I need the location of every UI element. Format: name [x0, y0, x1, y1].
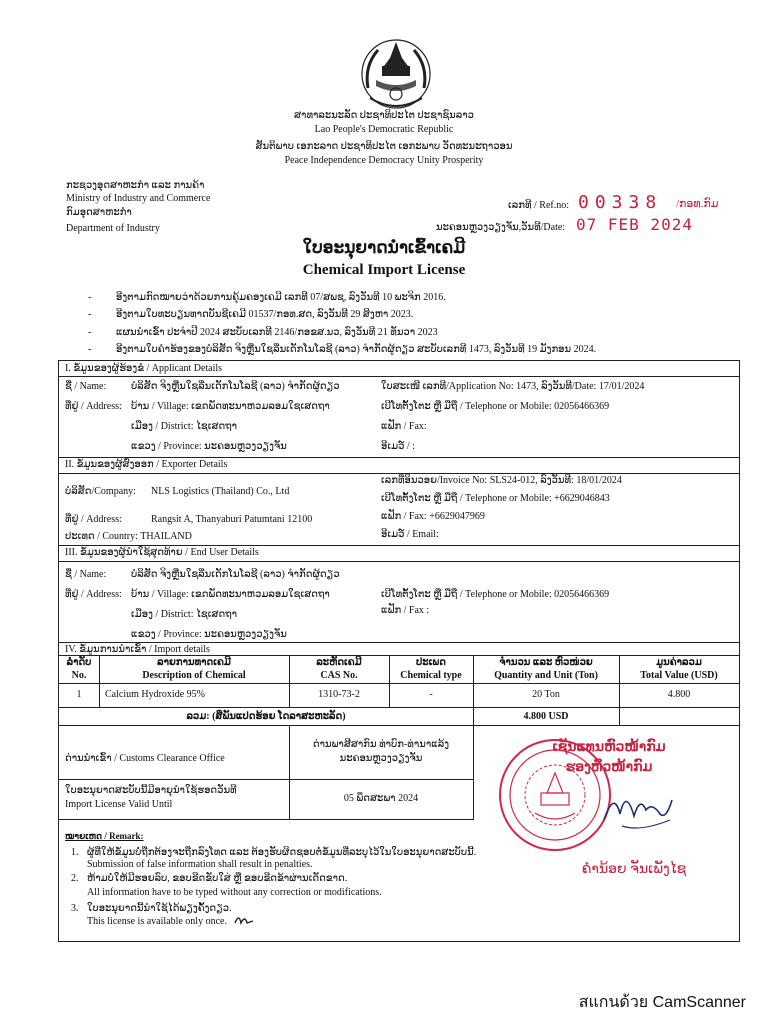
department-lao: ກົມອຸດສາຫະກຳ	[66, 207, 132, 218]
remark-2-en: All information have to be typed without any correction or modifications.	[87, 887, 382, 898]
date-value: 07 FEB 2024	[576, 215, 693, 234]
initials-mark	[233, 911, 257, 927]
total-label: ລວມ: (ສີ່ພັນແປດຮ້ອຍ ໂດລາສະຫະລັດ)	[186, 711, 346, 722]
end-user-name-value: ບໍລິສັດ ຈິງຫຼີ່ນໃຊລີ່ນເດັກໂນໂລຊີ (ລາວ) ຈຳກັດຜູ້ດຽວ	[131, 569, 340, 580]
col-cas-lao: ລະຫັດເຄມີ	[316, 657, 362, 668]
col-qty-lao: ຈຳນວນ ແລະ ຫົວໜ່ວຍ	[499, 657, 593, 668]
total-value: 4.800 USD	[523, 711, 569, 722]
remark-2-no: 2.	[71, 873, 79, 884]
exporter-country: ປະເທດ / Country: THAILAND	[65, 531, 192, 542]
national-emblem	[356, 36, 436, 114]
remark-1-en: Submission of false information shall result in penalties.	[87, 859, 313, 870]
validity-value: 05 ພຶດສະພາ 2024	[343, 793, 419, 804]
ref-number: 00338	[578, 192, 663, 213]
reference-law-4: ອີງຕາມໃບຄຳຮ້ອງຂອງບໍລິສັດ ຈິງຫຼີ່ນໃຊລີ່ນເດັກໂນໂລຊີ (ລາວ) ຈຳກັດຜູ້ດຽວ ສະບັບເລກທີ 1473, ລົງວັນທີ 19 ມັງກອນ 2024.	[116, 344, 597, 355]
col-desc-en: Description of Chemical	[142, 670, 246, 681]
exporter-company-label: ບໍລິສັດ/Company:	[65, 486, 136, 497]
end-user-district: ເມືອງ / District: ໄຊເສດຖາ	[131, 609, 238, 620]
ref-label: ເລກທີ / Ref.no:	[508, 200, 569, 211]
col-type-en: Chemical type	[400, 670, 462, 681]
remark-3-no: 3.	[71, 903, 79, 914]
applicant-name-value: ບໍລິສັດ ຈິງຫຼີ່ນໃຊລີ່ນເດັກໂນໂລຊີ (ລາວ) ຈຳກັດຜູ້ດຽວ	[131, 381, 340, 392]
col-type-lao: ປະເພດ	[416, 657, 446, 668]
remark-1-no: 1.	[71, 847, 79, 858]
col-value-en: Total Value (USD)	[640, 670, 718, 681]
end-user-province: ແຂວງ / Province: ນະຄອນຫຼວງວຽງຈັນ	[131, 629, 287, 640]
signatory-name: ຄຳນ້ອຍ ຈັນເພັງໄຊ	[581, 862, 687, 877]
col-no-lao: ລຳດັບ	[66, 657, 92, 668]
exporter-fax: ແຟັກ / Fax: +6629047969	[381, 511, 485, 522]
exporter-email: ອີເມວ໌ / Email:	[381, 529, 439, 540]
remark-3-lao: ໃບອະນຸຍາດນີ້ນຳໃຊ້ໄດ້ພຽງຄັ້ງດຽວ.	[87, 903, 232, 914]
ministry-lao: ກະຊວງອຸດສາຫະກຳ ແລະ ການຄ້າ	[66, 180, 205, 191]
ref-suffix: /ກອທ.ກົມ	[676, 198, 719, 210]
end-user-name-label: ຊື່ / Name:	[65, 569, 107, 580]
remark-title: ໝາຍເຫດ / Remark:	[65, 831, 144, 841]
license-form	[58, 360, 740, 942]
applicant-application-no: ໃບສະເໜີ ເລກທີ/Application No: 1473, ລົງວັນທີ/Date: 17/01/2024	[381, 381, 645, 392]
date-label: ນະຄອນຫຼວງວຽງຈັນ,ວັນທີ/Date:	[436, 222, 566, 233]
country-name-en: Lao People's Democratic Republic	[314, 124, 454, 135]
section-import-title: IV. ຂໍ້ມູນການນຳເຂົ້າ / Import details	[65, 644, 210, 655]
exporter-phone: ເບີໂທຕັ້ງໂຕະ ຫຼື ມືຖື / Telephone or Mobile: +6629046843	[381, 493, 610, 504]
col-desc-lao: ລາຍການທາດເຄມີ	[157, 657, 231, 668]
end-user-address-label: ທີ່ຢູ່ / Address:	[65, 589, 122, 600]
reference-law-1: ອີງຕາມກົດໝາຍວ່າດ້ວຍການຄຸ້ມຄອງເຄມີ ເລກທີ 07/ສພຊ, ລົງວັນທີ 10 ພະຈິກ 2016.	[116, 292, 446, 303]
applicant-email: ອີເມວ໌ / :	[381, 441, 415, 452]
title-en: Chemical Import License	[302, 262, 466, 278]
remark-1-lao: ຜູ້ທີ່ໃຫ້ຂໍ້ມູນບໍ່ຖືກຕ້ອງຈະຖືກລົງໂທດ ແລະ ຕ້ອງຮັບຜິດຊອບຕໍ່ຂໍ້ມູນທີ່ລະບຸໄວ້ໃນໃບອະນຸຍາດສະບັບນີ້.	[87, 847, 477, 858]
applicant-phone: ເບີໂທຕັ້ງໂຕະ ຫຼື ມືຖື / Telephone or Mobile: 02056466369	[381, 401, 610, 412]
row-cas: 1310-73-2	[318, 689, 360, 700]
row-type: -	[429, 689, 433, 700]
motto-en: Peace Independence Democracy Unity Prosperity	[284, 155, 484, 166]
exporter-invoice: ເລກທີ່ອິນວອຍ/Invoice No: SLS24-012, ລົງວັນທີ: 18/01/2024	[381, 475, 622, 486]
end-user-village: ບ້ານ / Village: ເຂດພັດທະນາຫວມລອມໃຊເສດຖາ	[131, 589, 330, 600]
motto-lao: ສັນຕິພາບ ເອກະລາດ ປະຊາທິປະໄຕ ເອກະພາບ ວັດທະນະຖາວອນ	[255, 141, 513, 152]
ministry-en: Ministry of Industry and Commerce	[66, 193, 211, 204]
exporter-address-label: ທີ່ຢູ່ / Address:	[65, 514, 122, 525]
reference-law-2: ອີງຕາມໃບທະບຽນທາດບັນຊີເຄມີ 01537/ກອທ.ສດ, ລົງວັນທີ 29 ສິງຫາ 2023.	[116, 309, 414, 320]
section-end-user-title: III. ຂໍ້ມູນຂອງຜູ້ນຳໃຊ້ສຸດທ້າຍ / End User Details	[65, 547, 259, 558]
country-name-lao: ສາທາລະນະລັດ ປະຊາທິປະໄຕ ປະຊາຊົນລາວ	[294, 110, 474, 121]
col-cas-en: CAS No.	[320, 670, 358, 681]
official-stamp	[495, 735, 615, 855]
end-user-phone: ເບີໂທຕັ້ງໂຕະ ຫຼື ມືຖື / Telephone or Mobile: 02056466369	[381, 589, 610, 600]
title-lao: ໃບອະນຸຍາດນຳເຂົ້າເຄມີ	[302, 238, 466, 257]
row-quantity: 20 Ton	[532, 689, 560, 700]
remark-2-lao: ຫ້າມບໍ່ໃຫ້ມີຮອຍລົບ, ຂອບຂີດຂັບໃສ່ ຫຼື ຂອບຂີດຂ້າຜ່ານເດັດຂາດ.	[87, 873, 348, 884]
customs-label: ດ່ານນຳເຂົ້າ / Customs Clearance Office	[65, 753, 225, 764]
applicant-district: ເມືອງ / District: ໄຊເສດຖາ	[131, 421, 238, 432]
applicant-address-label: ທີ່ຢູ່ / Address:	[65, 401, 122, 412]
exporter-address-value: Rangsit A, Thanyaburi Patumtani 12100	[151, 514, 313, 525]
section-exporter-title: II. ຂໍ້ມູນຂອງຜູ້ສົ່ງອອກ / Exporter Details	[65, 459, 228, 470]
reference-law-3: ແຜນນຳເຂົ້າ ປະຈຳປີ 2024 ສະບັບເລກທີ 2146/ກອຂສ.ນວ, ລົງວັນທີ 21 ທັນວາ 2023	[116, 327, 438, 338]
customs-value-1: ດ່ານພາສີສາກົນ ທ່າບົກ-ທ່ານາແລ້ງ	[312, 739, 450, 750]
exporter-company-value: NLS Logistics (Thailand) Co., Ltd	[151, 486, 290, 497]
signature-scribble	[600, 780, 680, 840]
end-user-fax: ແຟັກ / Fax :	[381, 605, 430, 616]
remark-3-en: This license is available only once.	[87, 916, 227, 927]
validity-label-lao: ໃບອະນຸຍາດສະບັບນີ້ມີອາຍຸນຳໃຊ້ຮອດວັນທີ	[65, 785, 237, 796]
applicant-name-label: ຊື່ / Name:	[65, 381, 107, 392]
col-qty-en: Quantity and Unit (Ton)	[494, 670, 598, 681]
customs-value-2: ນະຄອນຫຼວງວຽງຈັນ	[339, 753, 423, 764]
applicant-fax: ແຟັກ / Fax:	[381, 421, 427, 432]
col-no-en: No.	[71, 670, 87, 681]
applicant-village: ບ້ານ / Village: ເຂດພັດທະນາຫວມລອມໃຊເສດຖາ	[131, 401, 330, 412]
department-en: Department of Industry	[66, 223, 160, 234]
row-description: Calcium Hydroxide 95%	[105, 689, 205, 700]
applicant-province: ແຂວງ / Province: ນະຄອນຫຼວງວຽງຈັນ	[131, 441, 287, 452]
row-value: 4.800	[667, 689, 691, 700]
signature-title-2: ຮອງຫົວໜ້າກົມ	[565, 760, 653, 775]
camscanner-watermark: สแกนด้วย CamScanner	[578, 994, 746, 1011]
row-no: 1	[76, 689, 82, 700]
col-value-lao: ມູນຄ່າລວມ	[656, 657, 702, 668]
signature-title-1: ເຊັນແທນຫົວໜ້າກົມ	[552, 740, 666, 755]
section-applicant-title: I. ຂໍ້ມູນຂອງຜູ້ຮ້ອງຂໍ / Applicant Details	[65, 363, 223, 374]
validity-label-en: Import License Valid Until	[65, 799, 173, 810]
